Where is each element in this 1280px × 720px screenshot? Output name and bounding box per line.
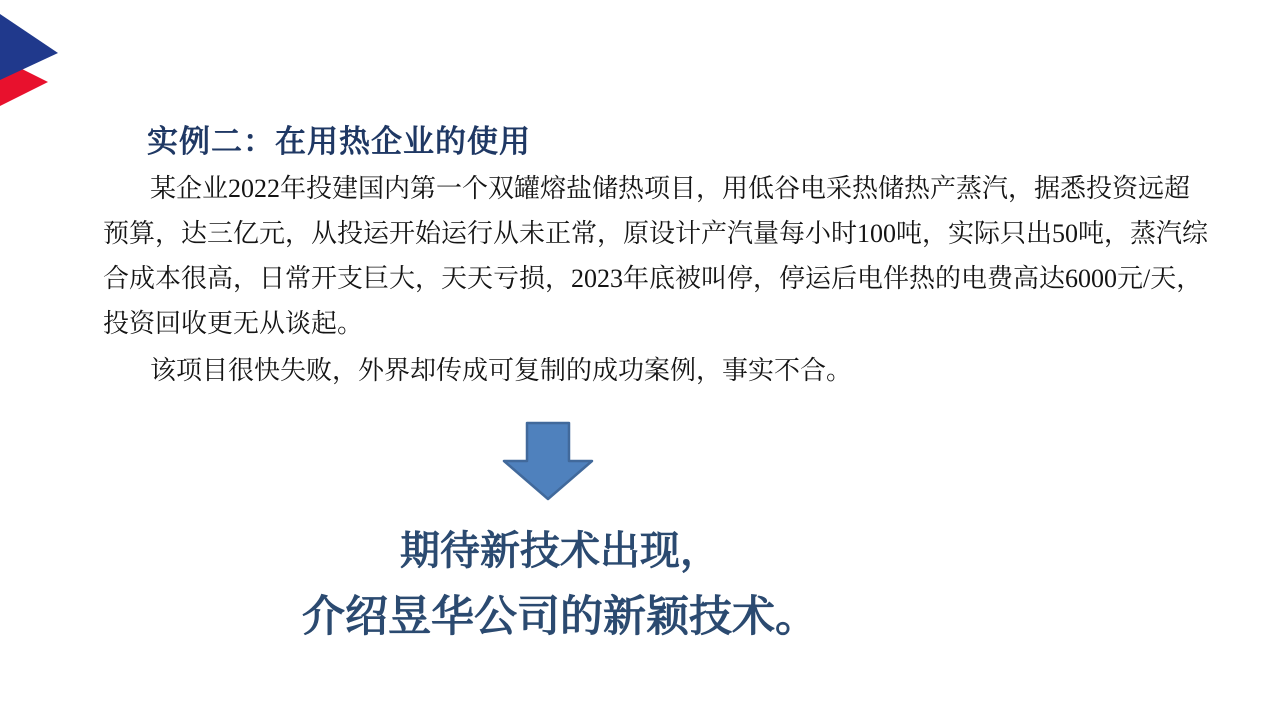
down-arrow-icon [502,421,594,501]
body-line: 合成本很高，日常开支巨大，天天亏损，2023年底被叫停，停运后电伴热的电费高达6000元/天， [103,264,1203,293]
blue-triangle-icon [0,14,58,80]
body-line: 预算，达三亿元，从投运开始运行从未正常，原设计产汽量每小时100吨，实际只出50吨，蒸汽综 [103,219,1209,248]
conclusion-block [0,527,1120,643]
conclusion-line-2: 介绍昱华公司的新颖技术。 [302,593,818,641]
corner-logo [0,0,70,120]
conclusion-line-1: 期待新技术出现， [400,529,720,573]
body-line: 某企业2022年投建国内第一个双罐熔盐储热项目，用低谷电采热储热产蒸汽，据悉投资远超 [150,174,1191,203]
body-paragraph [103,166,1209,393]
body-line: 投资回收更无从谈起。 [103,309,364,338]
slide-title: 实例二：在用热企业的使用 [147,124,531,159]
corner-triangles-icon [0,0,70,120]
body-line: 该项目很快失败，外界却传成可复制的成功案例，事实不合。 [150,356,853,385]
